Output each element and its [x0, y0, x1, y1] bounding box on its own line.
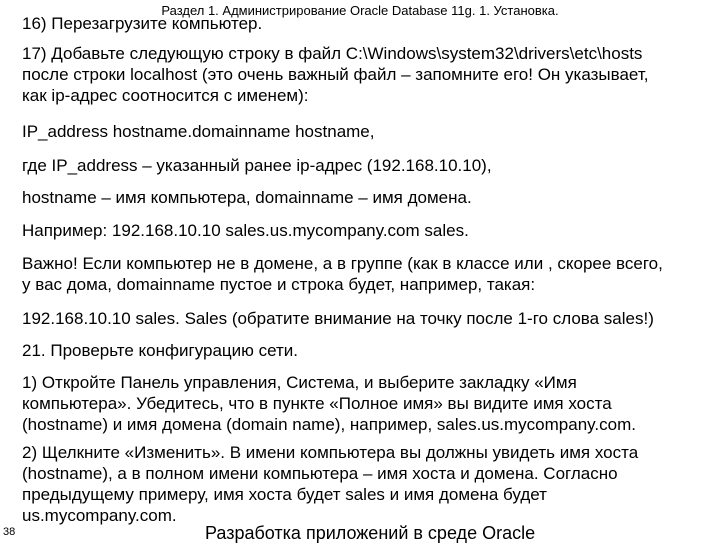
- step-21-paragraph: [22, 340, 712, 361]
- workgroup-example-paragraph: [22, 308, 712, 329]
- paragraph-line: hostname – имя компьютера, domainname – имя домена.: [22, 188, 472, 207]
- hosts-format-paragraph: [22, 121, 712, 142]
- paragraph-line: компьютера». Убедитесь, что в пункте «Полное имя» вы видите имя хоста: [22, 394, 612, 413]
- page-number: 38: [3, 526, 16, 538]
- important-note-paragraph: [22, 253, 712, 295]
- paragraph-line: после строки localhost (это очень важный файл – запомните его! Он указывает,: [22, 65, 649, 84]
- paragraph-line: us.mycompany.com.: [22, 506, 177, 525]
- paragraph-line: у вас дома, domainname пустое и строка будет, например, такая:: [22, 275, 536, 294]
- step-16-paragraph: [22, 13, 712, 34]
- paragraph-line: IP_address hostname.domainname hostname,: [22, 122, 375, 141]
- paragraph-line: 16) Перезагрузите компьютер.: [22, 14, 263, 33]
- step-21-2-paragraph: [22, 442, 712, 526]
- paragraph-line: 1) Откройте Панель управления, Система, и выберите закладку «Имя: [22, 373, 577, 392]
- ip-address-note-paragraph: [22, 155, 712, 176]
- paragraph-line: (hostname), а в полном имени компьютера – имя хоста и домена. Согласно: [22, 464, 618, 483]
- paragraph-line: 21. Проверьте конфигурацию сети.: [22, 341, 299, 360]
- paragraph-line: 192.168.10.10 sales. Sales (обратите внимание на точку после 1-го слова sales!): [22, 309, 654, 328]
- paragraph-line: (hostname) и имя домена (domain name), например, sales.us.mycompany.com.: [22, 415, 636, 434]
- paragraph-line: как ip-адрес соотносится с именем):: [22, 86, 309, 105]
- hostname-note-paragraph: [22, 187, 712, 208]
- paragraph-line: 17) Добавьте следующую строку в файл C:\Windows\system32\drivers\etc\hosts: [22, 44, 643, 63]
- footer-title: Разработка приложений в среде Oracle: [205, 523, 536, 543]
- page-header: Раздел 1. Администрирование Oracle Database 11g. 1. Установка.: [161, 3, 559, 18]
- example-paragraph: [22, 220, 712, 241]
- paragraph-line: Важно! Если компьютер не в домене, а в группе (как в классе или , скорее всего,: [22, 254, 663, 273]
- paragraph-line: предыдущему примеру, имя хоста будет sales и имя домена будет: [22, 485, 547, 504]
- paragraph-line: 2) Щелкните «Изменить». В имени компьютера вы должны увидеть имя хоста: [22, 443, 639, 462]
- step-17-paragraph: [22, 43, 712, 106]
- paragraph-line: где IP_address – указанный ранее ip-адрес (192.168.10.10),: [22, 156, 492, 175]
- step-21-1-paragraph: [22, 372, 712, 435]
- paragraph-line: Например: 192.168.10.10 sales.us.mycompany.com sales.: [22, 221, 469, 240]
